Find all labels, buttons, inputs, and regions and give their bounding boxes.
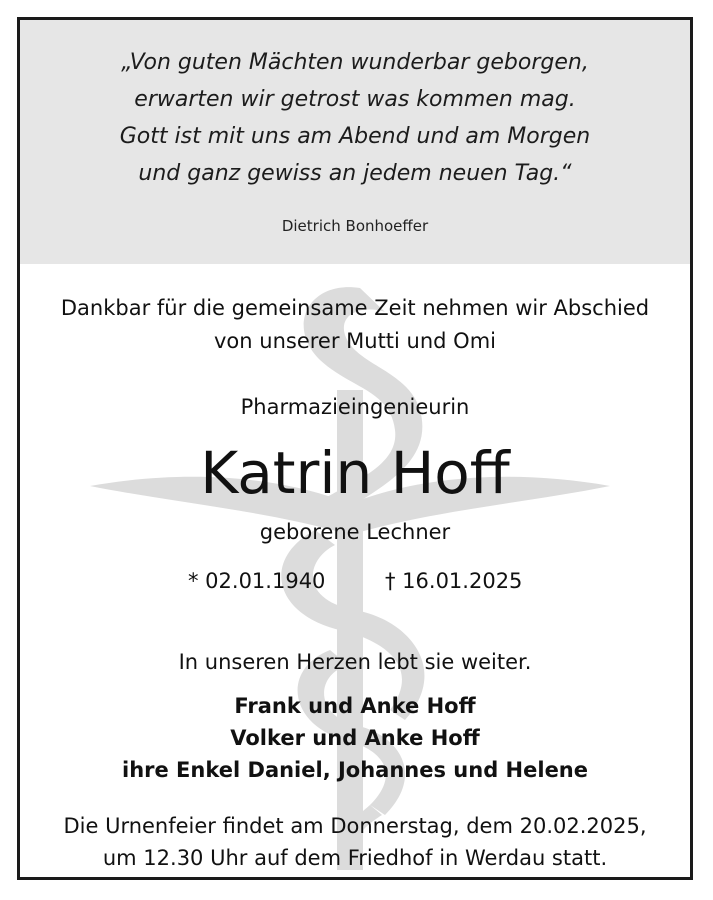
- closing-line: In unseren Herzen lebt sie weiter.: [178, 650, 532, 674]
- mourner-line: Frank und Anke Hoff: [234, 694, 476, 718]
- intro-line-1: Dankbar für die gemeinsame Zeit nehmen wir Abschied: [60, 296, 650, 320]
- obituary-notice: [17, 17, 693, 880]
- quote-box: [20, 20, 690, 264]
- ceremony-line-1: Die Urnenfeier findet am Donnerstag, dem 20.02.2025,: [63, 814, 647, 838]
- profession: Pharmazieingenieurin: [240, 395, 470, 419]
- deceased-name: Katrin Hoff: [200, 439, 510, 507]
- quote-line: Gott ist mit uns am Abend und am Morgen: [119, 124, 591, 149]
- quote-line: „Von guten Mächten wunderbar geborgen,: [121, 50, 589, 75]
- quote-author: Dietrich Bonhoeffer: [281, 217, 429, 235]
- birth-name: geborene Lechner: [259, 520, 451, 544]
- caduceus-watermark-icon: [90, 270, 610, 880]
- intro-line-2: von unserer Mutti und Omi: [214, 329, 496, 353]
- death-date: † 16.01.2025: [385, 569, 523, 593]
- quote-line: und ganz gewiss an jedem neuen Tag.“: [138, 161, 572, 186]
- mourner-line: ihre Enkel Daniel, Johannes und Helene: [122, 758, 588, 782]
- birth-date: * 02.01.1940: [188, 569, 326, 593]
- ceremony-line-2: um 12.30 Uhr auf dem Friedhof in Werdau statt.: [102, 846, 608, 870]
- mourner-line: Volker und Anke Hoff: [230, 726, 480, 750]
- quote-line: erwarten wir getrost was kommen mag.: [134, 87, 576, 112]
